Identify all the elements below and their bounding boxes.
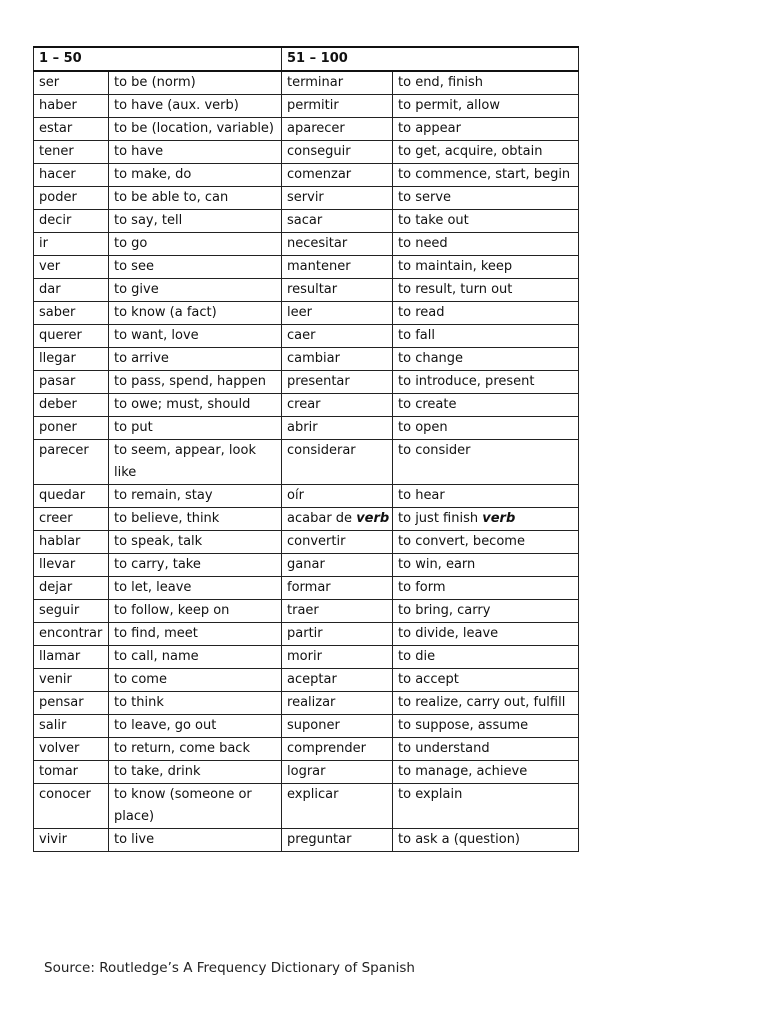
table-row [34, 623, 579, 646]
spanish-verb: presentar [282, 371, 393, 394]
table-row [34, 577, 579, 600]
table-row [34, 692, 579, 715]
english-meaning: to know (someone or place) [109, 784, 282, 829]
english-meaning: to believe, think [109, 508, 282, 531]
english-meaning: to manage, achieve [393, 761, 579, 784]
spanish-verb: comprender [282, 738, 393, 761]
spanish-verb: realizar [282, 692, 393, 715]
english-meaning: to remain, stay [109, 485, 282, 508]
table-row [34, 761, 579, 784]
spanish-verb: conseguir [282, 141, 393, 164]
english-meaning: to live [109, 829, 282, 852]
table-row [34, 417, 579, 440]
spanish-verb: estar [34, 118, 109, 141]
table-row [34, 784, 579, 829]
spanish-verb: conocer [34, 784, 109, 829]
english-meaning: to give [109, 279, 282, 302]
spanish-verb: parecer [34, 440, 109, 485]
spanish-verb: pasar [34, 371, 109, 394]
spanish-verb: dejar [34, 577, 109, 600]
english-meaning: to die [393, 646, 579, 669]
spanish-verb: quedar [34, 485, 109, 508]
table-row [34, 829, 579, 852]
spanish-verb: ir [34, 233, 109, 256]
spanish-verb: servir [282, 187, 393, 210]
table-row [34, 279, 579, 302]
spanish-verb: llamar [34, 646, 109, 669]
spanish-verb: permitir [282, 95, 393, 118]
english-meaning: to follow, keep on [109, 600, 282, 623]
spanish-verb: caer [282, 325, 393, 348]
english-meaning: to commence, start, begin [393, 164, 579, 187]
english-meaning: to be (norm) [109, 71, 282, 95]
english-meaning: to make, do [109, 164, 282, 187]
spanish-verb: considerar [282, 440, 393, 485]
english-meaning: to take out [393, 210, 579, 233]
spanish-verb: comenzar [282, 164, 393, 187]
spanish-verb: llegar [34, 348, 109, 371]
english-meaning: to form [393, 577, 579, 600]
table-row [34, 646, 579, 669]
english-meaning: to seem, appear, look like [109, 440, 282, 485]
table-row [34, 348, 579, 371]
spanish-verb: resultar [282, 279, 393, 302]
spanish-verb: salir [34, 715, 109, 738]
source-note: Source: Routledge’s A Frequency Dictionary of Spanish [44, 960, 415, 976]
table-row [34, 118, 579, 141]
english-meaning: to change [393, 348, 579, 371]
table-row [34, 715, 579, 738]
spanish-verb: lograr [282, 761, 393, 784]
english-meaning: to leave, go out [109, 715, 282, 738]
english-meaning: to ask a (question) [393, 829, 579, 852]
table-row [34, 210, 579, 233]
spanish-verb: encontrar [34, 623, 109, 646]
english-meaning: to think [109, 692, 282, 715]
english-meaning: to take, drink [109, 761, 282, 784]
spanish-verb: mantener [282, 256, 393, 279]
spanish-verb: aceptar [282, 669, 393, 692]
spanish-verb: deber [34, 394, 109, 417]
table-row [34, 164, 579, 187]
english-meaning: to win, earn [393, 554, 579, 577]
spanish-verb: vivir [34, 829, 109, 852]
table-row [34, 600, 579, 623]
spanish-verb: saber [34, 302, 109, 325]
spanish-verb: volver [34, 738, 109, 761]
table-row [34, 71, 579, 95]
table-row [34, 325, 579, 348]
english-meaning: to result, turn out [393, 279, 579, 302]
header-51-100: 51 – 100 [282, 47, 579, 71]
table-row [34, 669, 579, 692]
spanish-verb: ser [34, 71, 109, 95]
spanish-verb: tomar [34, 761, 109, 784]
english-meaning: to need [393, 233, 579, 256]
spanish-verb: poder [34, 187, 109, 210]
table-row [34, 187, 579, 210]
english-meaning: to realize, carry out, fulfill [393, 692, 579, 715]
table-row [34, 508, 579, 531]
english-meaning: to find, meet [109, 623, 282, 646]
english-meaning: to read [393, 302, 579, 325]
spanish-verb: poner [34, 417, 109, 440]
spanish-verb: dar [34, 279, 109, 302]
header-1-50: 1 – 50 [34, 47, 282, 71]
english-meaning: to introduce, present [393, 371, 579, 394]
spanish-verb: decir [34, 210, 109, 233]
english-meaning: to carry, take [109, 554, 282, 577]
spanish-verb: morir [282, 646, 393, 669]
verb-placeholder: verb [356, 511, 390, 526]
spanish-verb: sacar [282, 210, 393, 233]
english-meaning: to permit, allow [393, 95, 579, 118]
table-row [34, 531, 579, 554]
english-meaning: to have [109, 141, 282, 164]
spanish-verb: querer [34, 325, 109, 348]
spanish-verb: crear [282, 394, 393, 417]
english-meaning: to understand [393, 738, 579, 761]
spanish-verb: hacer [34, 164, 109, 187]
spanish-verb: seguir [34, 600, 109, 623]
spanish-verb: pensar [34, 692, 109, 715]
english-meaning: to suppose, assume [393, 715, 579, 738]
spanish-verb: formar [282, 577, 393, 600]
table-row [34, 440, 579, 485]
english-meaning: to know (a fact) [109, 302, 282, 325]
table-row [34, 485, 579, 508]
english-meaning: to serve [393, 187, 579, 210]
english-meaning: to be (location, variable) [109, 118, 282, 141]
verb-placeholder: verb [482, 511, 516, 526]
table-row [34, 302, 579, 325]
spanish-verb: hablar [34, 531, 109, 554]
english-meaning: to convert, become [393, 531, 579, 554]
spanish-verb: llevar [34, 554, 109, 577]
spanish-verb: necesitar [282, 233, 393, 256]
spanish-verb: traer [282, 600, 393, 623]
table-row [34, 738, 579, 761]
english-meaning: to fall [393, 325, 579, 348]
spanish-verb: preguntar [282, 829, 393, 852]
english-meaning: to appear [393, 118, 579, 141]
spanish-verb: abrir [282, 417, 393, 440]
spanish-verb: convertir [282, 531, 393, 554]
spanish-verb: leer [282, 302, 393, 325]
spanish-verb: explicar [282, 784, 393, 829]
english-meaning: to divide, leave [393, 623, 579, 646]
english-meaning: to want, love [109, 325, 282, 348]
table-row [34, 233, 579, 256]
spanish-verb: haber [34, 95, 109, 118]
spanish-verb: cambiar [282, 348, 393, 371]
english-meaning: to come [109, 669, 282, 692]
english-meaning: to arrive [109, 348, 282, 371]
english-meaning: to create [393, 394, 579, 417]
spanish-verb: aparecer [282, 118, 393, 141]
english-meaning: to go [109, 233, 282, 256]
spanish-verb: creer [34, 508, 109, 531]
english-meaning: to be able to, can [109, 187, 282, 210]
spanish-verb: acabar de verb [282, 508, 393, 531]
spanish-verb: terminar [282, 71, 393, 95]
english-meaning: to speak, talk [109, 531, 282, 554]
english-meaning: to say, tell [109, 210, 282, 233]
english-meaning: to maintain, keep [393, 256, 579, 279]
spanish-verb: partir [282, 623, 393, 646]
english-meaning: to get, acquire, obtain [393, 141, 579, 164]
spanish-verb: venir [34, 669, 109, 692]
vocab-table [33, 46, 579, 852]
english-meaning: to pass, spend, happen [109, 371, 282, 394]
spanish-verb: oír [282, 485, 393, 508]
spanish-verb: ver [34, 256, 109, 279]
table-row [34, 141, 579, 164]
table-row [34, 371, 579, 394]
english-meaning: to let, leave [109, 577, 282, 600]
english-meaning: to have (aux. verb) [109, 95, 282, 118]
table-row [34, 95, 579, 118]
vocab-body [34, 71, 579, 852]
english-meaning: to see [109, 256, 282, 279]
english-meaning: to hear [393, 485, 579, 508]
english-meaning: to return, come back [109, 738, 282, 761]
english-meaning: to call, name [109, 646, 282, 669]
spanish-verb: tener [34, 141, 109, 164]
english-meaning: to end, finish [393, 71, 579, 95]
english-meaning: to explain [393, 784, 579, 829]
table-row [34, 394, 579, 417]
header-row [34, 47, 579, 71]
table-row [34, 554, 579, 577]
table-row [34, 256, 579, 279]
english-meaning: to owe; must, should [109, 394, 282, 417]
english-meaning: to just finish verb [393, 508, 579, 531]
english-meaning: to consider [393, 440, 579, 485]
english-meaning: to accept [393, 669, 579, 692]
spanish-verb: ganar [282, 554, 393, 577]
english-meaning: to bring, carry [393, 600, 579, 623]
english-meaning: to open [393, 417, 579, 440]
english-meaning: to put [109, 417, 282, 440]
spanish-verb: suponer [282, 715, 393, 738]
